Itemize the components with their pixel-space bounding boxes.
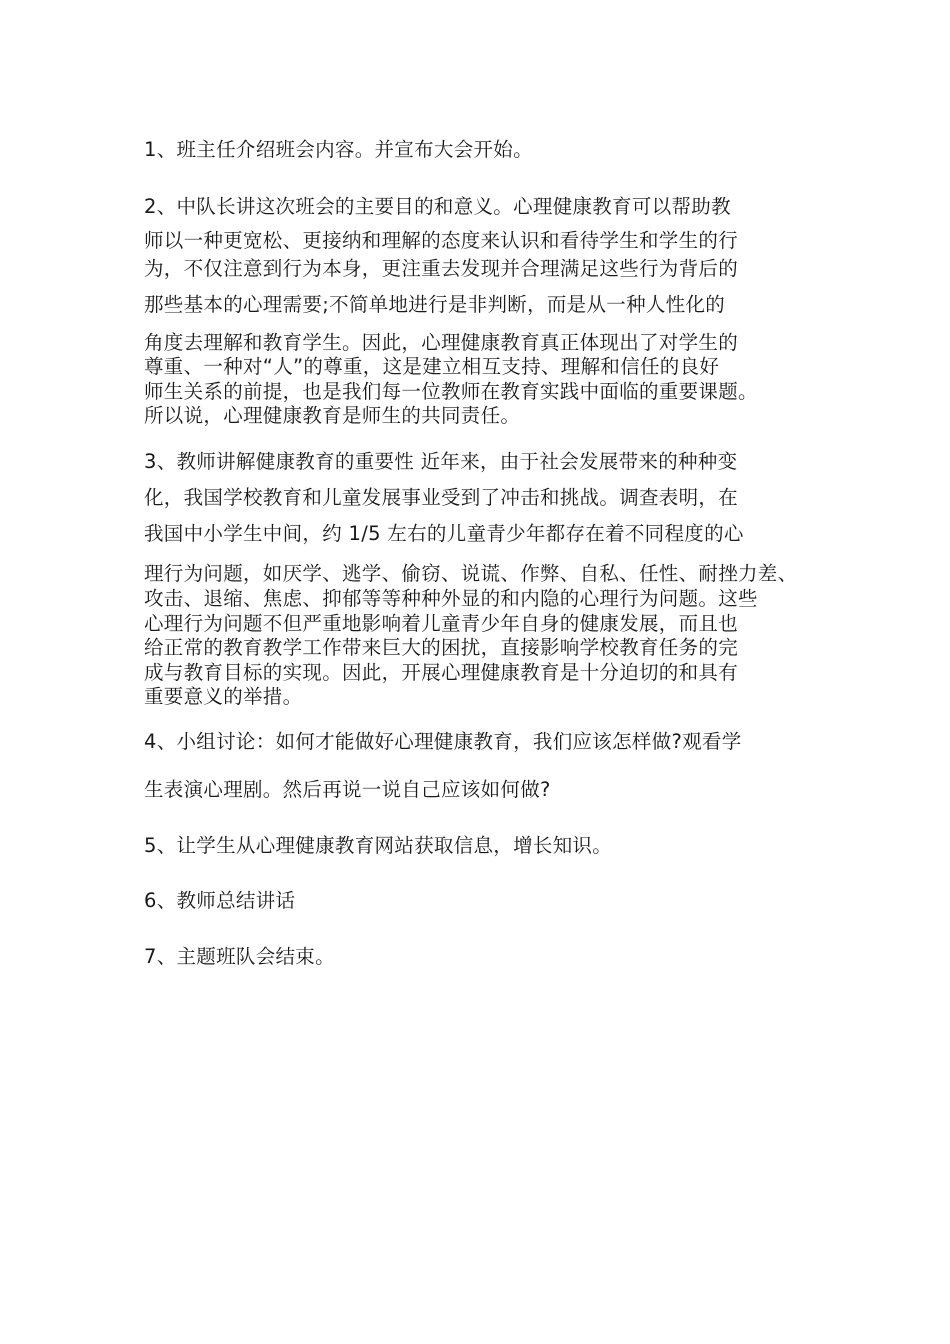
item-2-line-4: 那些基本的心理需要;不简单地进行是非判断，而是从一种人性化的: [144, 293, 726, 316]
item-2-line-8: 所以说，心理健康教育是师生的共同责任。: [144, 404, 521, 427]
item-3-line-3: 我国中小学生中间，约 1/5 左右的儿童青少年都存在着不同程度的心: [144, 522, 744, 545]
item-4-line-2: 生表演心理剧。然后再说一说自己应该如何做?: [144, 778, 551, 801]
item-3-line-5: 攻击、退缩、焦虑、抑郁等等种种外显的和内隐的心理行为问题。这些: [144, 587, 758, 610]
item-2-line-7: 师生关系的前提，也是我们每一位教师在教育实践中面临的重要课题。: [144, 380, 758, 403]
item-1-line-1: 1、班主任介绍班会内容。并宣布大会开始。: [144, 138, 533, 161]
item-2-line-2: 师以一种更宽松、更接纳和理解的态度来认识和看待学生和学生的行: [144, 229, 739, 252]
item-2-line-5: 角度去理解和教育学生。因此，心理健康教育真正体现出了对学生的: [144, 331, 739, 354]
item-2-line-3: 为，不仅注意到行为本身，更注重去发现并合理满足这些行为背后的: [144, 257, 739, 280]
item-5-line-1: 5、让学生从心理健康教育网站获取信息，增长知识。: [144, 834, 613, 857]
item-3-line-7: 给正常的教育教学工作带来巨大的困扰，直接影响学校教育任务的完: [144, 636, 739, 659]
item-3-line-9: 重要意义的举措。: [144, 685, 303, 708]
item-7-line-1: 7、主题班队会结束。: [144, 945, 335, 968]
item-3-line-8: 成与教育目标的实现。因此，开展心理健康教育是十分迫切的和具有: [144, 661, 739, 684]
item-3-line-1: 3、教师讲解健康教育的重要性 近年来，由于社会发展带来的种种变: [144, 450, 738, 473]
item-3-line-4: 理行为问题，如厌学、逃学、偷窃、说谎、作弊、自私、任性、耐挫力差、: [144, 562, 798, 585]
item-2-line-6: 尊重、一种对“人”的尊重，这是建立相互支持、理解和信任的良好: [144, 355, 720, 378]
item-4-line-1: 4、小组讨论：如何才能做好心理健康教育，我们应该怎样做?观看学: [144, 730, 742, 753]
item-6-line-1: 6、教师总结讲话: [144, 889, 296, 912]
item-3-line-6: 心理行为问题不但严重地影响着儿童青少年自身的健康发展，而且也: [144, 612, 739, 635]
item-3-line-2: 化，我国学校教育和儿童发展事业受到了冲击和挑战。调查表明，在: [144, 486, 739, 509]
item-2-line-1: 2、中队长讲这次班会的主要目的和意义。心理健康教育可以帮助教: [144, 195, 731, 218]
